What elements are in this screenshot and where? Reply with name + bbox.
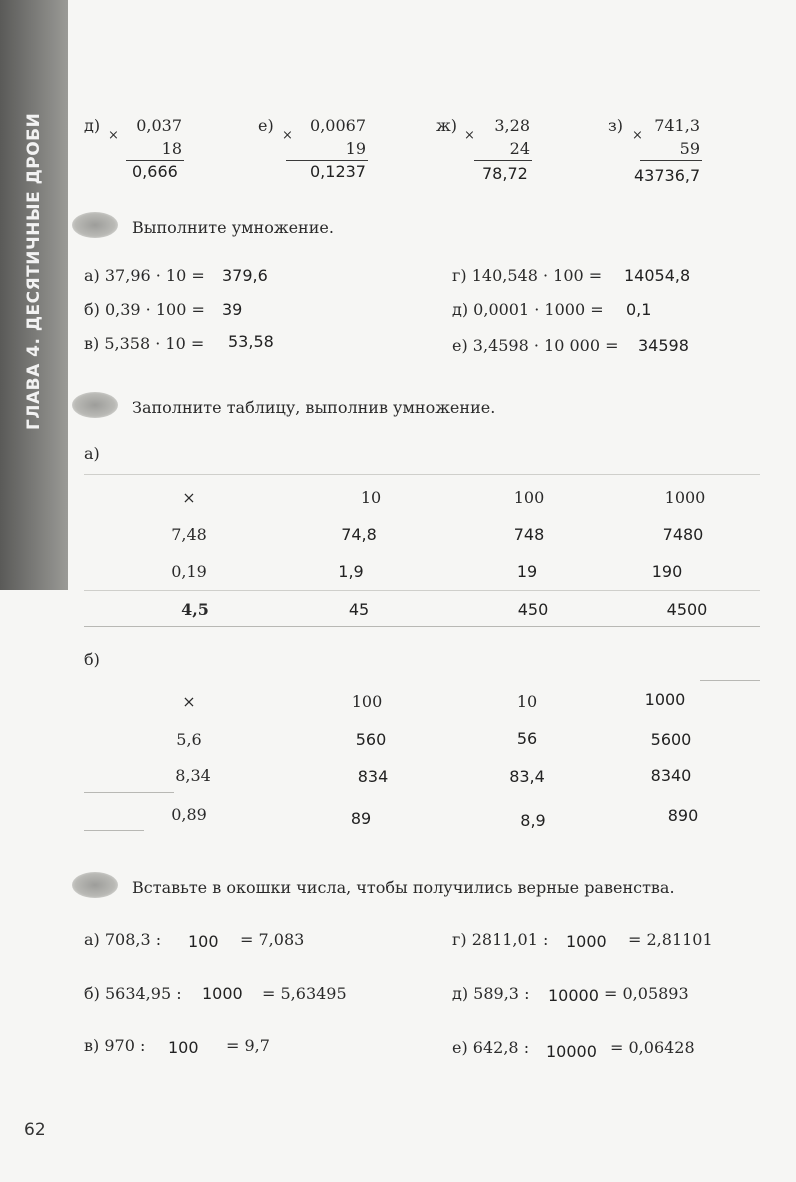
task-number-icon (72, 872, 118, 898)
table-cell: 0,19 (171, 562, 207, 581)
equation-box-answer: 10000 (546, 1042, 597, 1061)
table-cell: 56 (516, 729, 538, 748)
table-cell: 5600 (650, 730, 692, 749)
exercise-answer: 34598 (638, 336, 689, 355)
table-cell: 8,9 (520, 811, 546, 830)
table-header-cell: 10 (360, 488, 382, 507)
table-cell: 4500 (666, 600, 708, 619)
table-cell: 748 (513, 525, 545, 544)
exercise-expression: б) 0,39 · 100 = (84, 300, 205, 319)
mult-label: ж) (436, 116, 457, 135)
table-cell: 89 (350, 809, 372, 828)
equation-right: = 2,81101 (628, 930, 713, 949)
table-label: а) (84, 444, 100, 463)
exercise-answer: 379,6 (222, 266, 268, 285)
exercise-expression: е) 3,4598 · 10 000 = (452, 336, 619, 355)
mult-result: 0,1237 (310, 162, 366, 181)
equation-box-answer: 100 (168, 1038, 199, 1057)
mult-result: 43736,7 (634, 166, 701, 185)
equation-right: = 0,06428 (610, 1038, 695, 1057)
table-header-cell: 1000 (644, 690, 686, 709)
table-cell: 450 (517, 600, 549, 619)
table-cell: 4,5 (181, 600, 209, 619)
equation-left: д) 589,3 : (452, 984, 530, 1003)
mult-factor-a: 0,0067 (310, 116, 366, 135)
table-header-cell: × (182, 692, 196, 711)
table-header-cell: 100 (351, 692, 383, 711)
equation-left: б) 5634,95 : (84, 984, 182, 1003)
table-cell: 83,4 (509, 767, 545, 786)
table-cell: 0,89 (171, 805, 207, 824)
mult-factor-a: 741,3 (654, 116, 700, 135)
table-label: б) (84, 650, 100, 669)
equation-box-answer: 1000 (566, 932, 607, 951)
table-cell: 560 (355, 730, 387, 749)
table-cell: 5,6 (176, 730, 202, 749)
equation-left: г) 2811,01 : (452, 930, 549, 949)
task-title: Вставьте в окошки числа, чтобы получились верные равенства. (132, 878, 675, 897)
table-header-cell: 10 (516, 692, 538, 711)
mult-label: е) (258, 116, 274, 135)
mult-factor-a: 0,037 (136, 116, 182, 135)
table-cell: 19 (516, 562, 538, 581)
exercise-expression: а) 37,96 · 10 = (84, 266, 205, 285)
table-cell: 190 (651, 562, 683, 581)
mult-sign: × (632, 128, 643, 143)
exercise-answer: 14054,8 (624, 266, 691, 285)
table-header-cell: 1000 (664, 488, 706, 507)
table-cell: 7,48 (171, 525, 207, 544)
mult-sign: × (464, 128, 475, 143)
chapter-title: ГЛАВА 4. ДЕСЯТИЧНЫЕ ДРОБИ (24, 112, 44, 430)
mult-label: д) (84, 116, 101, 135)
chapter-sidebar (0, 0, 68, 590)
equation-right: = 9,7 (226, 1036, 270, 1055)
exercise-answer: 53,58 (228, 332, 274, 351)
table-cell: 8340 (650, 766, 692, 785)
table-cell: 890 (667, 806, 699, 825)
table-header-cell: × (182, 488, 196, 507)
mult-factor-b: 18 (161, 139, 182, 158)
table-cell: 45 (348, 600, 370, 619)
exercise-expression: д) 0,0001 · 1000 = (452, 300, 604, 319)
table-cell: 7480 (662, 525, 704, 544)
exercise-expression: г) 140,548 · 100 = (452, 266, 603, 285)
task-number-icon (72, 392, 118, 418)
equation-right: = 0,05893 (604, 984, 689, 1003)
exercise-expression: в) 5,358 · 10 = (84, 334, 205, 353)
mult-label: з) (608, 116, 623, 135)
equation-box-answer: 100 (188, 932, 219, 951)
exercise-answer: 0,1 (626, 300, 652, 319)
table-cell: 1,9 (338, 562, 364, 581)
mult-factor-a: 3,28 (494, 116, 530, 135)
mult-result: 0,666 (132, 162, 178, 181)
task-number-icon (72, 212, 118, 238)
equation-left: а) 708,3 : (84, 930, 162, 949)
page-number: 62 (24, 1120, 46, 1140)
equation-right: = 7,083 (240, 930, 305, 949)
equation-right: = 5,63495 (262, 984, 347, 1003)
table-header-cell: 100 (513, 488, 545, 507)
mult-sign: × (282, 128, 293, 143)
equation-box-answer: 10000 (548, 986, 599, 1005)
mult-result: 78,72 (482, 164, 528, 183)
table-cell: 834 (357, 767, 389, 786)
mult-factor-b: 19 (345, 139, 366, 158)
table-cell: 74,8 (341, 525, 377, 544)
task-title: Выполните умножение. (132, 218, 334, 237)
table-cell: 8,34 (175, 766, 211, 785)
mult-sign: × (108, 128, 119, 143)
equation-box-answer: 1000 (202, 984, 243, 1003)
mult-factor-b: 24 (509, 139, 530, 158)
exercise-answer: 39 (222, 300, 243, 319)
mult-factor-b: 59 (679, 139, 700, 158)
task-title: Заполните таблицу, выполнив умножение. (132, 398, 496, 417)
equation-left: в) 970 : (84, 1036, 146, 1055)
equation-left: е) 642,8 : (452, 1038, 530, 1057)
